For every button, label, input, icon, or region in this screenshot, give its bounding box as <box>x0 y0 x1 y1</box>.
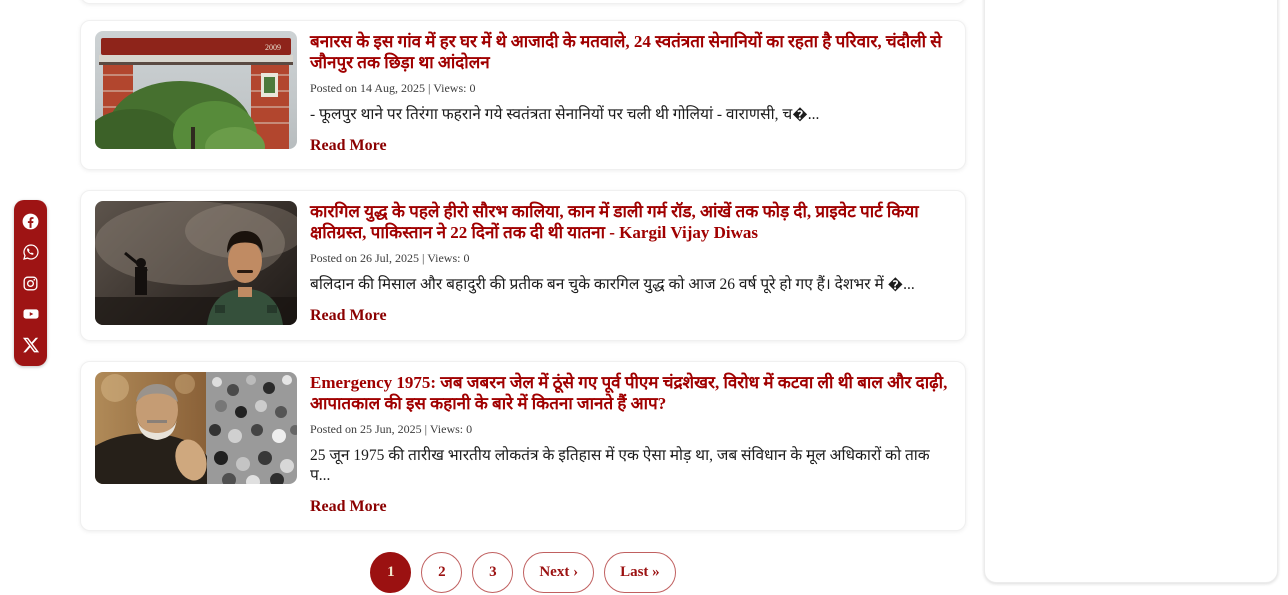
x-twitter-icon[interactable] <box>21 335 41 355</box>
youtube-icon[interactable] <box>21 304 41 324</box>
read-more-link[interactable]: Read More <box>310 306 387 324</box>
article-meta: Posted on 26 Jul, 2025 | Views: 0 <box>310 250 470 265</box>
article-title-link[interactable]: बनारस के इस गांव में हर घर में थे आजादी के मतवाले, 24 स्वतंत्रता सेनानियों का रहता है परिवार, चंदौली से जौनपुर तक छिड़ा था आंदोलन <box>310 32 942 73</box>
gate-banner-year: 2009 <box>265 43 281 52</box>
read-more-link[interactable]: Read More <box>310 498 387 516</box>
whatsapp-icon[interactable] <box>21 242 41 262</box>
article-meta: Posted on 25 Jun, 2025 | Views: 0 <box>310 421 473 436</box>
article-body <box>310 201 951 330</box>
pagination-next-button[interactable]: Next › <box>523 552 594 593</box>
right-sidebar-panel <box>984 0 1278 583</box>
article-card <box>80 361 966 531</box>
article-excerpt: 25 जून 1975 की तारीख भारतीय लोकतंत्र के इतिहास में एक ऐसा मोड़ था, जब संविधान के मूल अधिकारों को ताक प... <box>310 446 930 484</box>
pagination <box>80 552 966 593</box>
article-title-link[interactable]: Emergency 1975: जब जबरन जेल में ठूंसे गए पूर्व पीएम चंद्रशेखर, विरोध में कटवा ली थी बाल और दाढ़ी, आपातकाल की इस कहानी के बारे में कितना जानते हैं आप? <box>310 373 948 414</box>
article-card <box>80 20 966 170</box>
article-excerpt: - फूलपुर थाने पर तिरंगा फहराने गये स्वतंत्रता सेनानियों पर चली थी गोलियां - वाराणसी, च�... <box>310 105 820 123</box>
article-thumbnail-village-gate[interactable] <box>95 31 297 149</box>
article-thumbnail-chandrashekhar[interactable] <box>95 372 297 484</box>
read-more-link[interactable]: Read More <box>310 136 387 154</box>
article-thumbnail-kargil-soldier[interactable] <box>95 201 297 325</box>
article-title-link[interactable]: कारगिल युद्ध के पहले हीरो सौरभ कालिया, कान में डाली गर्म रॉड, आंखें तक फोड़ दी, प्राइवेट पार्ट किया क्षतिग्रस्त, पाकिस्तान ने 22 दिनों तक दी थी यातना - Kargil Vijay Diwas <box>310 202 919 243</box>
pagination-page-1[interactable]: 1 <box>370 552 411 593</box>
village-gate-illustration <box>95 31 297 149</box>
article-excerpt: बलिदान की मिसाल और बहादुरी की प्रतीक बन चुके कारगिल युद्ध को आज 26 वर्ष पूरे हो गए हैं। देशभर में �... <box>310 275 915 293</box>
facebook-icon[interactable] <box>21 211 41 231</box>
pagination-page-3[interactable]: 3 <box>472 552 513 593</box>
emergency-illustration <box>95 372 297 484</box>
pagination-page-2[interactable]: 2 <box>421 552 462 593</box>
crowd-texture <box>209 375 297 484</box>
instagram-icon[interactable] <box>21 273 41 293</box>
article-body <box>310 372 951 520</box>
article-card-partial <box>80 0 966 4</box>
article-body <box>310 31 951 159</box>
pagination-last-button[interactable]: Last » <box>604 552 676 593</box>
social-share-bar <box>14 200 47 366</box>
article-list <box>80 0 966 595</box>
article-card <box>80 190 966 341</box>
kargil-soldier-illustration <box>95 201 297 325</box>
article-meta: Posted on 14 Aug, 2025 | Views: 0 <box>310 80 476 95</box>
